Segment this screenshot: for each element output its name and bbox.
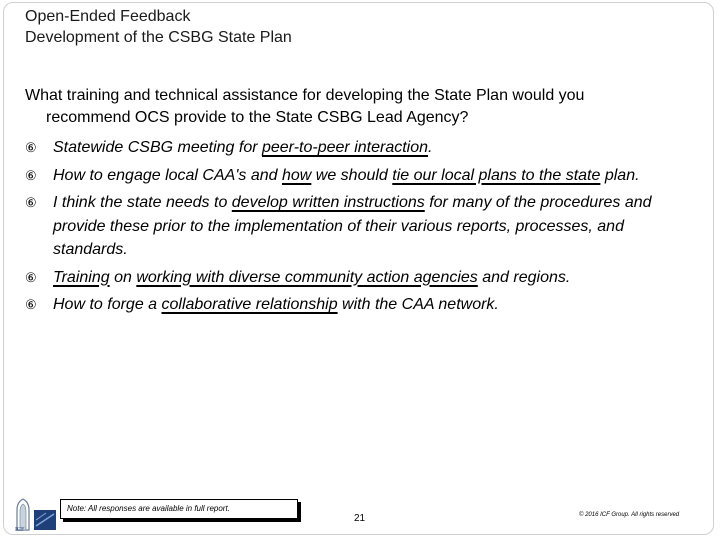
- note-text: Note: All responses are available in full report.: [67, 504, 230, 513]
- copyright-text: © 2016 ICF Group. All rights reserved: [579, 512, 680, 518]
- title-line-1: Open-Ended Feedback: [25, 8, 191, 25]
- bullet-marker-icon: ⑥: [25, 297, 37, 312]
- bullet-underlined-text: working with diverse community action agencies: [136, 268, 478, 286]
- bullet-text: How to engage local CAA's and: [53, 166, 282, 184]
- icf-logo-graphic: [14, 496, 58, 532]
- icf-logo-icon: [14, 496, 58, 532]
- list-item: [25, 293, 695, 317]
- bullet-text: Statewide CSBG meeting for: [53, 139, 262, 156]
- slide-title: [25, 6, 292, 48]
- bullet-underlined-text: how: [281, 166, 312, 184]
- bullet-text: with the CAA network.: [337, 296, 499, 313]
- bullet-text: .: [428, 139, 433, 156]
- bullet-underlined-text: tie our local plans to the state: [392, 166, 601, 184]
- bullet-text: How to forge a: [53, 296, 162, 313]
- bullet-text: I think the state needs to: [53, 194, 232, 211]
- list-item: [25, 136, 695, 160]
- logo-text: ICF: [15, 527, 25, 532]
- title-line-2: Development of the CSBG State Plan: [25, 29, 292, 46]
- bullet-text: and regions.: [477, 268, 571, 286]
- list-item: [25, 191, 695, 262]
- question-line-2: recommend OCS provide to the State CSBG Lead Agency?: [46, 109, 469, 126]
- bullet-text: on: [109, 268, 137, 286]
- bullet-text: plan.: [600, 166, 640, 184]
- question-text: [25, 85, 685, 129]
- bullet-underlined-text: Training: [53, 268, 110, 286]
- bullet-marker-icon: ⑥: [25, 195, 37, 210]
- bullet-underlined-text: collaborative relationship: [161, 296, 338, 313]
- page-number: 21: [354, 513, 366, 524]
- note-box: [60, 499, 298, 519]
- list-item: [25, 164, 695, 188]
- question-line-1: What training and technical assistance for developing the State Plan would you: [25, 87, 585, 104]
- feedback-list: [25, 136, 695, 321]
- list-item: [25, 266, 695, 290]
- bullet-marker-icon: ⑥: [25, 167, 37, 183]
- bullet-marker-icon: ⑥: [25, 140, 37, 155]
- bullet-text: for many of the procedures and provide these prior to the implementation of their various reports, processes, and standards.: [53, 194, 652, 258]
- bullet-underlined-text: peer-to-peer interaction: [261, 139, 429, 156]
- bullet-underlined-text: develop written instructions: [231, 194, 425, 211]
- bullet-marker-icon: ⑥: [25, 269, 37, 285]
- bullet-text: we should: [311, 166, 393, 184]
